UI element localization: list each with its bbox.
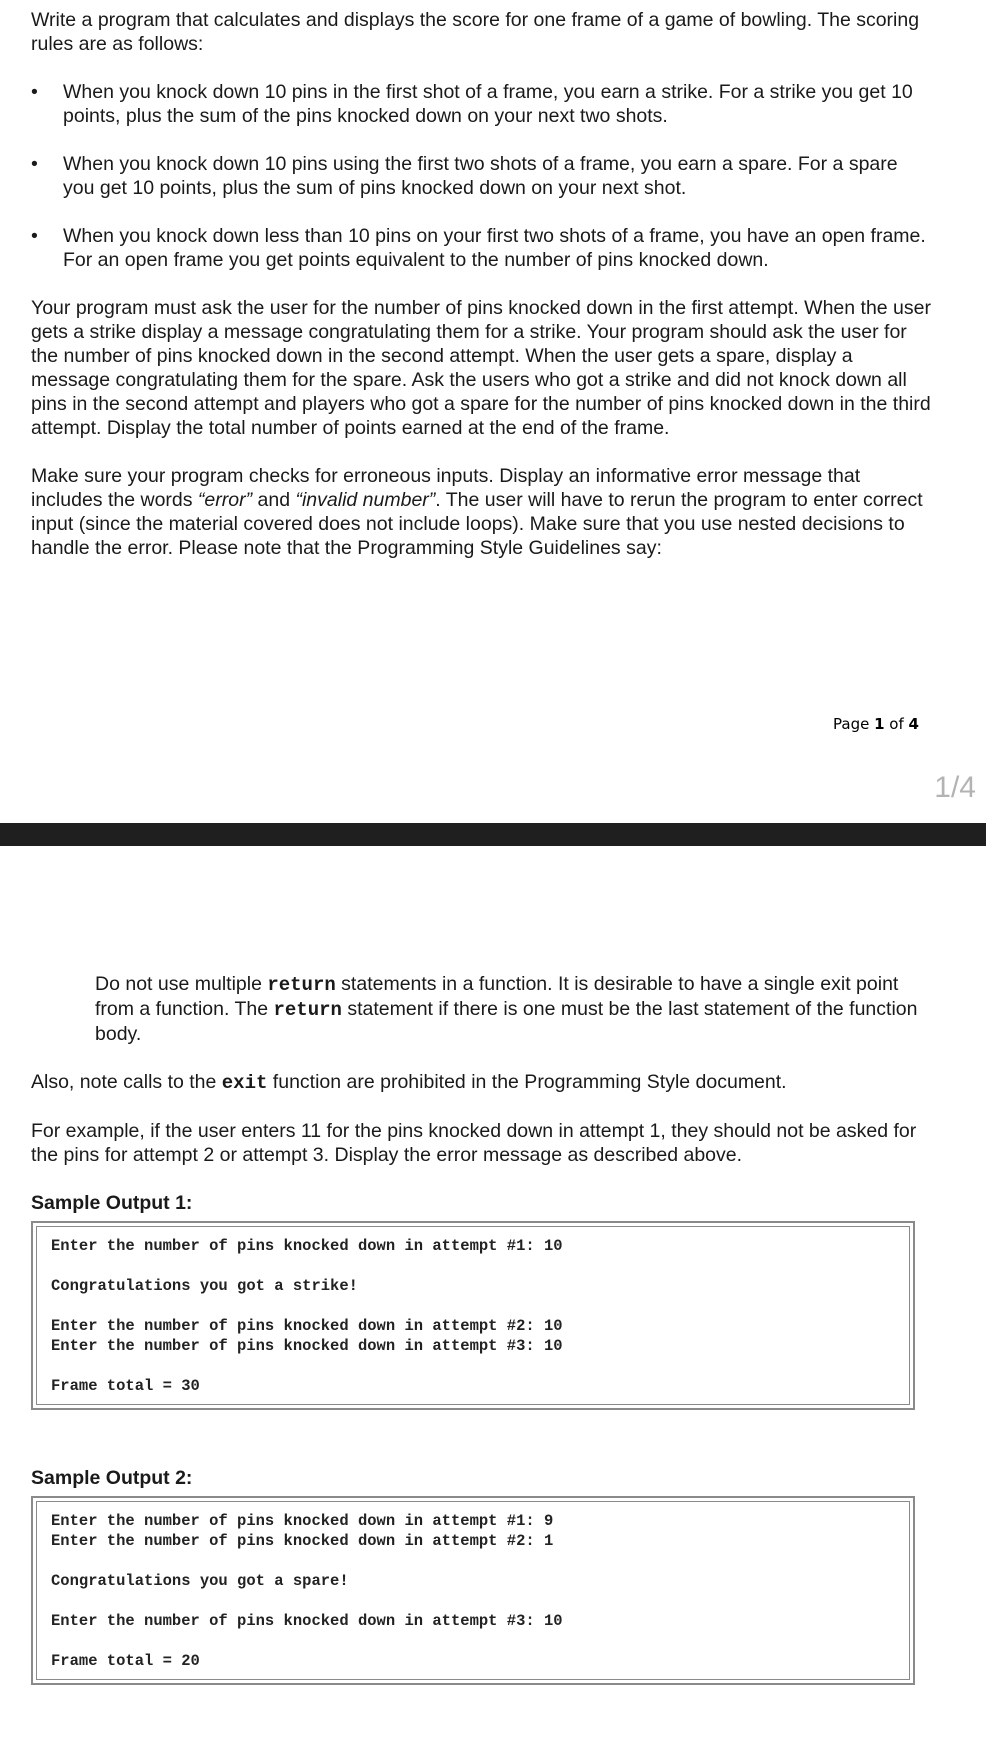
console-line: Enter the number of pins knocked down in attempt #1: 9	[51, 1512, 554, 1530]
document-page-2	[31, 972, 941, 1741]
rule-open-frame	[31, 224, 931, 272]
scoring-rules-list	[31, 80, 931, 272]
rule-strike	[31, 80, 931, 128]
sample-output-1-heading: Sample Output 1:	[31, 1192, 193, 1214]
console-line: Enter the number of pins knocked down in attempt #2: 1	[51, 1532, 554, 1550]
style-guideline-quote	[95, 972, 941, 1046]
sample-output-2-heading: Sample Output 2:	[31, 1467, 193, 1489]
console-line	[51, 1631, 895, 1651]
error-para-start: Make sure your program checks for erroneous inputs. Display an informative error message that includes the words	[31, 465, 861, 511]
page-footer-number	[833, 712, 919, 736]
error-word: “error”	[197, 489, 253, 511]
note-text: function are prohibited in the Programming Style document.	[267, 1071, 787, 1093]
rule-text: When you knock down less than 10 pins on your first two shots of a frame, you have an open frame. For an open frame you get points equivalent to the number of pins knocked down.	[63, 225, 926, 271]
example-paragraph: For example, if the user enters 11 for the pins knocked down in attempt 1, they should not be asked for the pins for attempt 2 or attempt 3. Display the error message as described above.	[31, 1120, 917, 1166]
console-line	[51, 1256, 895, 1276]
console-line: Enter the number of pins knocked down in attempt #3: 10	[51, 1337, 563, 1355]
console-line: Congratulations you got a spare!	[51, 1572, 349, 1590]
page-label: Page	[833, 715, 875, 733]
quote-text: Do not use multiple	[95, 973, 268, 995]
error-para-and: and	[252, 489, 296, 511]
error-handling-paragraph	[31, 464, 931, 560]
error-para-end: . The user will have to rerun the program to enter correct input (since the material covered does not include loops). Make sure that you use nested decisions to handle the error. Please note that the Programming Style Guidelines say:	[31, 489, 923, 559]
console-line: Congratulations you got a strike!	[51, 1277, 358, 1295]
rule-text: When you knock down 10 pins in the first shot of a frame, you earn a strike. For a strike you get 10 points, plus the sum of the pins knocked down on your next two shots.	[63, 81, 913, 127]
console-line	[51, 1551, 895, 1571]
bullet-icon: •	[31, 153, 38, 175]
quote-text: statement if there is one must be the last statement of the function body.	[95, 998, 918, 1045]
sample-output-1-box	[31, 1221, 915, 1410]
page-current: 1	[874, 715, 885, 733]
invalid-number-word: “invalid number”	[295, 489, 436, 511]
console-line	[51, 1356, 895, 1376]
document-page-1	[31, 8, 931, 584]
sample-output-2-console	[36, 1501, 910, 1680]
quote-text: statements in a function. It is desirable to have a single exit point from a function. The	[95, 973, 899, 1020]
return-keyword: return	[267, 974, 336, 996]
page-divider	[0, 823, 986, 846]
console-line: Enter the number of pins knocked down in attempt #3: 10	[51, 1612, 563, 1630]
bullet-icon: •	[31, 81, 38, 103]
exit-note	[31, 1070, 941, 1095]
bullet-icon: •	[31, 225, 38, 247]
note-text: Also, note calls to the	[31, 1071, 222, 1093]
sample-output-1-console	[36, 1226, 910, 1405]
rule-text: When you knock down 10 pins using the first two shots of a frame, you earn a spare. For a spare you get 10 points, plus the sum of pins knocked down on your next shot.	[63, 153, 898, 199]
exit-keyword: exit	[221, 1072, 268, 1094]
console-line	[51, 1591, 895, 1611]
console-line	[51, 1296, 895, 1316]
page-total: 4	[908, 715, 919, 733]
console-line: Frame total = 30	[51, 1377, 200, 1395]
page-of: of	[884, 715, 909, 733]
rule-spare	[31, 152, 931, 200]
intro-paragraph: Write a program that calculates and displays the score for one frame of a game of bowling. The scoring rules are as follows:	[31, 9, 920, 55]
return-keyword: return	[273, 999, 342, 1021]
console-line: Enter the number of pins knocked down in attempt #1: 10	[51, 1237, 563, 1255]
console-line: Enter the number of pins knocked down in attempt #2: 10	[51, 1317, 563, 1335]
viewer-page-indicator: 1/4	[934, 771, 976, 804]
console-line: Frame total = 20	[51, 1652, 200, 1670]
requirements-paragraph: Your program must ask the user for the number of pins knocked down in the first attempt. When the user gets a strike display a message congratulating them for a strike. Your program should ask the user for the number of pins knocked down in the second attempt. When the user gets a spare, display a message congratulating them for the spare. Ask the users who got a strike and did not knock down all pins in the second attempt and players who got a spare for the number of pins knocked down in the third attempt. Display the total number of points earned at the end of the frame.	[31, 297, 931, 439]
sample-output-2-box	[31, 1496, 915, 1685]
